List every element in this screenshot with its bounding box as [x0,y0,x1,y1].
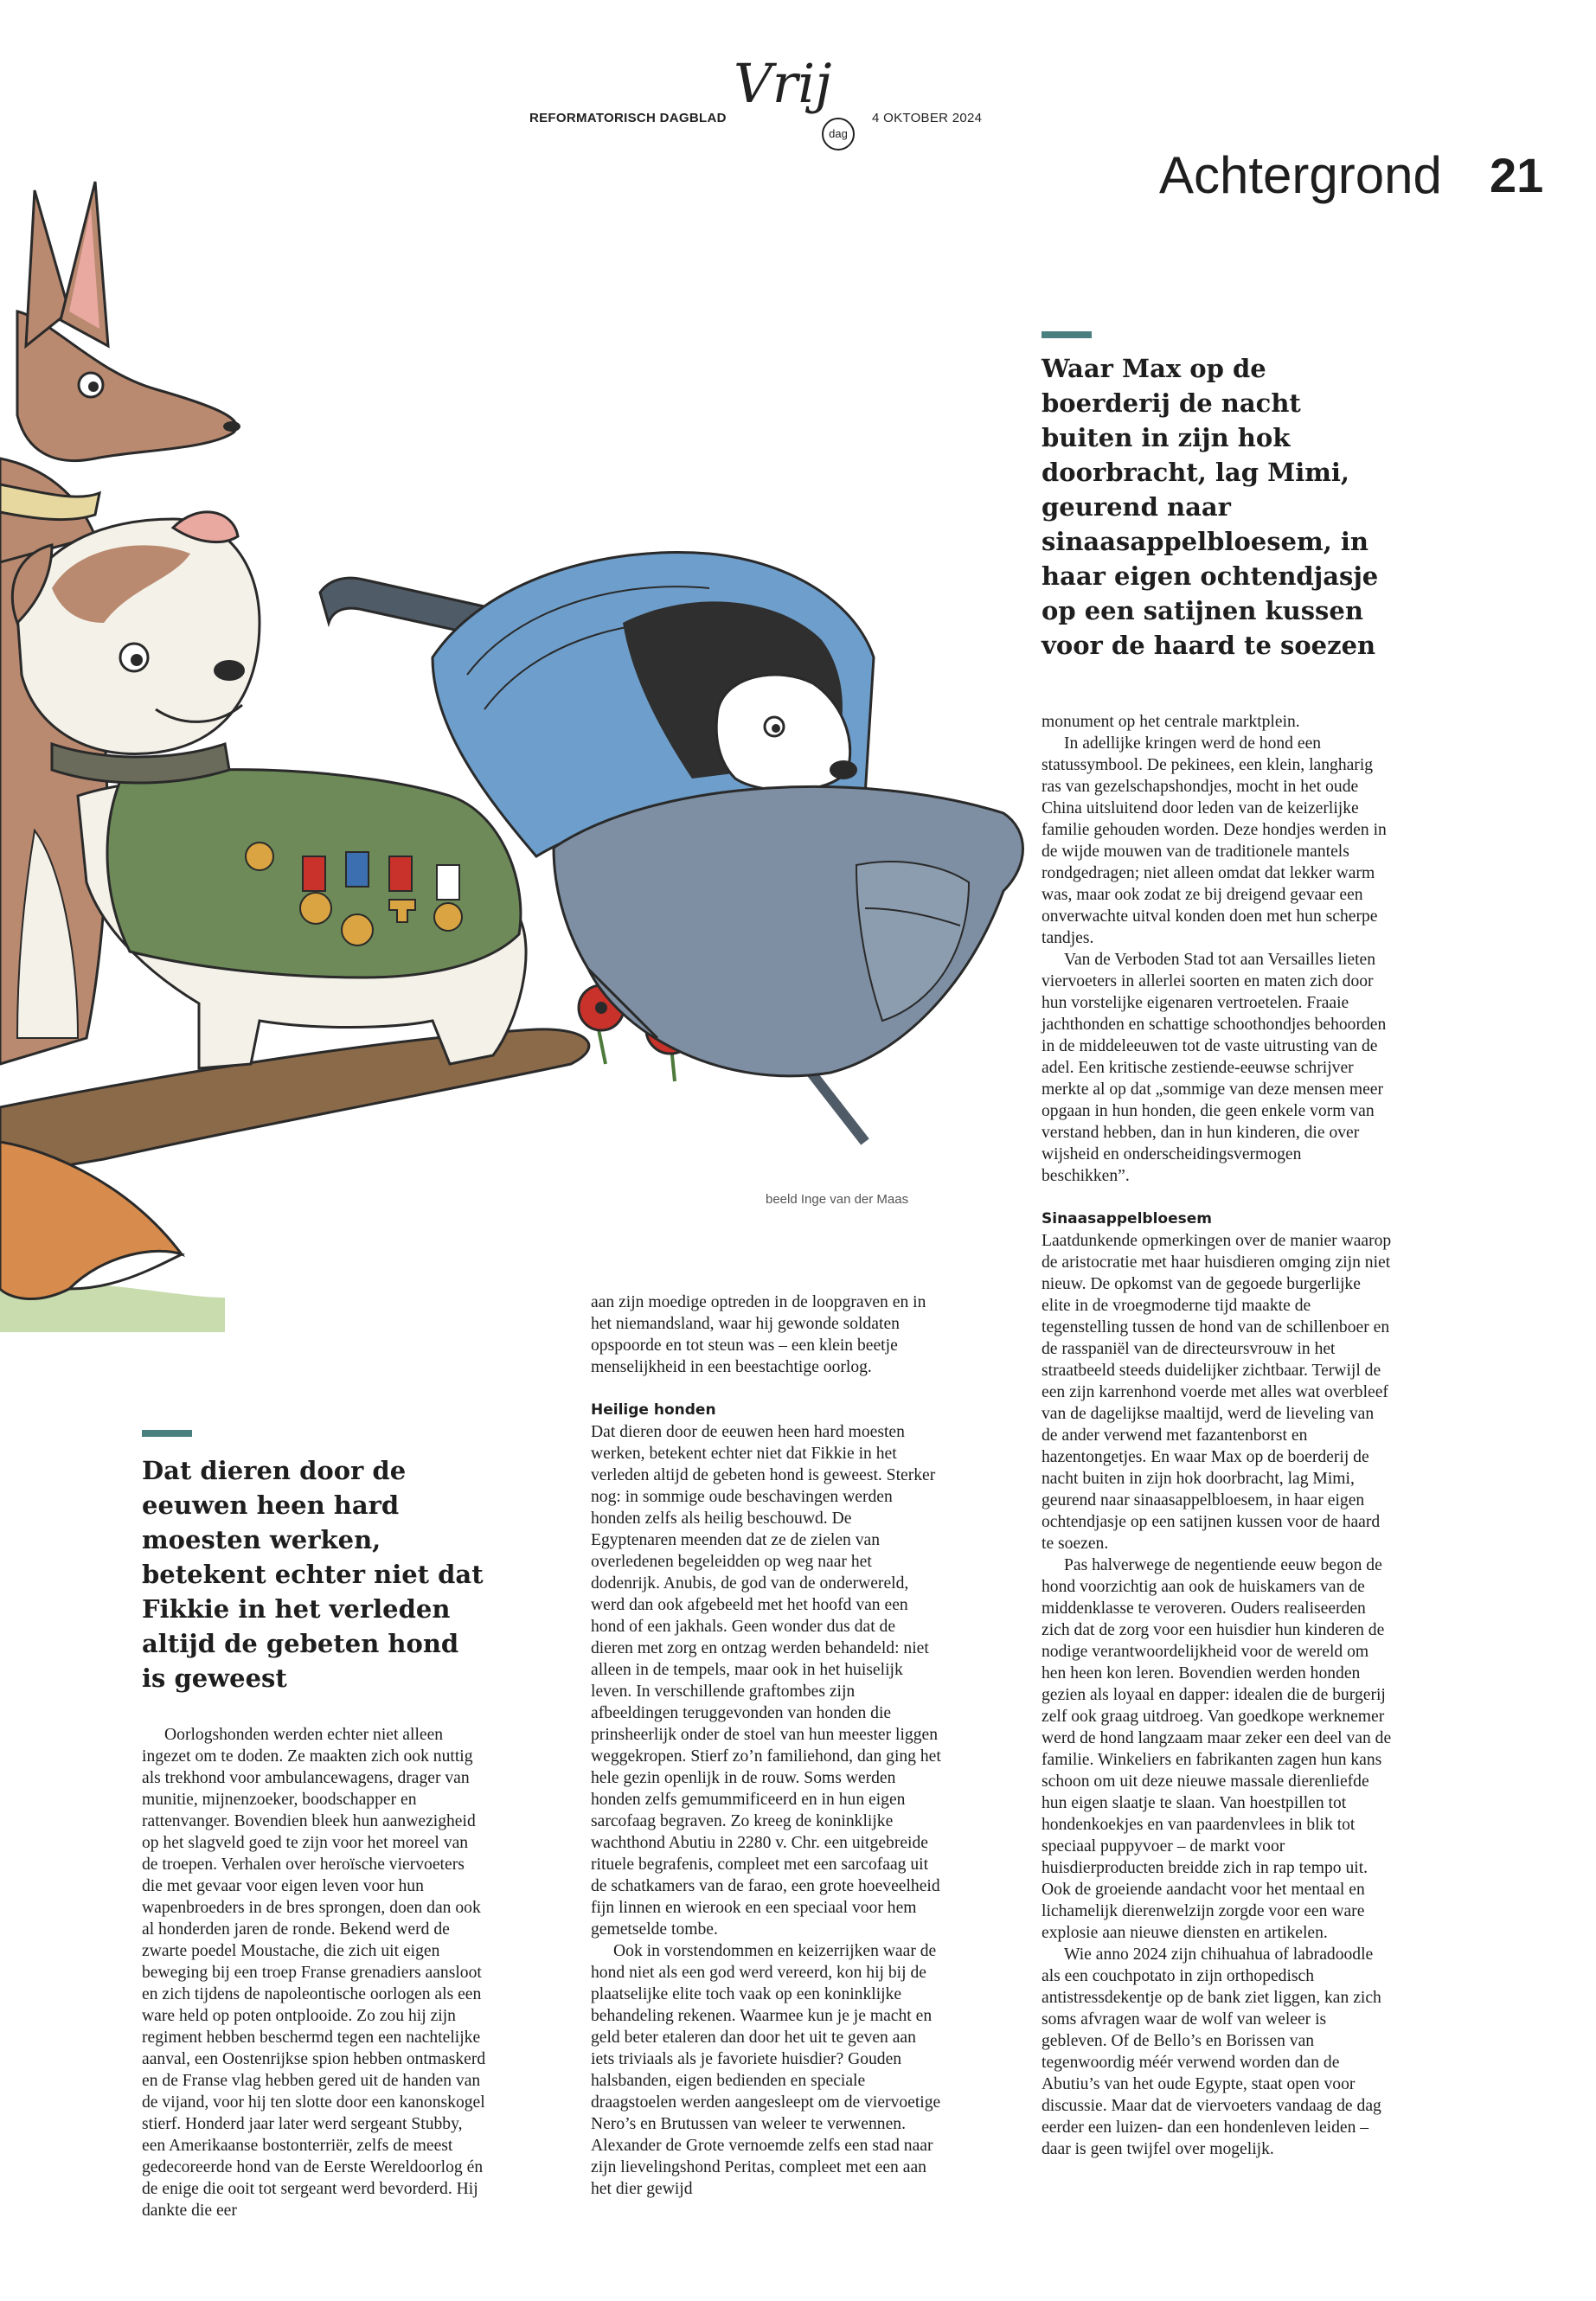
pullquote-accent-2 [142,1430,192,1437]
paragraph: In adellijke kringen werd de hond een statussymbool. De pekinees, een klein, langharig ras van gezelschapshondjes, mocht in het oude China uitsluitend door leden van de keizerlijke familie gehouden worden. Deze hondjes werden in de wijde mouwen van de traditionele mantels rondgedragen; niet alleen omdat dat lekker warm was, maar ook zodat ze bij dreigend gevaar een onverwachte uitval konden doen met hun scherpe tandjes. [1042,734,1387,947]
pullquote-top: Waar Max op de boerderij de nacht buiten in zijn hok doorbracht, lag Mimi, geurend naar sinaasappelbloesem, in haar eigen ochtendjasje op een satijnen kussen voor de haard te soezen [1042,354,1379,660]
paragraph: Laatdunkende opmerkingen over de manier waarop de aristocratie met haar huisdieren omging zijn niet nieuw. De opkomst van de gegoede burgerlijke elite in de vroegmoderne tijd maakte de tegenstelling tussen de hond van de schillenboer en de rasspaniël van de directeursvrouw in het straatbeeld steeds duidelijker zichtbaar. Terwijl de een zijn karrenhond voerde met alles wat overbleef van de dagelijkse maaltijd, werd de lieveling van de ander verwend met fazantenborst en hazentongetjes. En waar Max op de boerderij de nacht buiten in zijn hok doorbracht, lag Mimi, geurend naar sinaasappelbloesem, in haar eigen ochtendjasje op een satijnen kussen voor de haard te soezen. [1042,1232,1392,1553]
subheading-heilige-honden: Heilige honden [591,1401,716,1419]
supplement-badge: dag [822,118,855,151]
article-column-2 [591,1292,941,2200]
paragraph: Oorlogshonden werden echter niet alleen ingezet om te doden. Ze maakten zich ook nuttig als trekhond voor ambulancewagens, drager van munitie, mijnenzoeker, boodschapper en rattenvanger. Bovendien bleek hun aanwezigheid op het slagveld goed te zijn voor het moreel van de troepen. Verhalen over heroïsche viervoeters die met gevaar voor eigen leven voor hun wapenbroeders in de bres sprongen, doen dan ook al honderden jaren de ronde. Bekend werd de zwarte poedel Moustache, die zich uit eigen beweging bij een troep Franse grenadiers aansloot en zich tijdens de napoleontische oorlogen als een ware held op poten ontplooide. Zo zou hij zijn regiment hebben beschermd tegen een nachtelijke aanval, een Oostenrijkse spion hebben ontmaskerd en de Franse vlag hebben gered uit de handen van de vijand, voor hij ten slotte door een kanonskogel stierf. Honderd jaar later werd sergeant Stubby, een Amerikaanse bostonterriër, zelfs de meest gedecoreerde hond van de Eerste Wereldoorlog én de enige die ooit tot sergeant werd bevorderd. Hij dankte die eer [142,1726,486,2220]
pullquote-bottom: Dat dieren door de eeuwen heen hard moesten werken, betekent echter niet dat Fikkie in het verleden altijd de gebeten hond is geweest [142,1456,484,1693]
subheading-sinaasappelbloesem: Sinaasappelbloesem [1042,1210,1212,1227]
paragraph: monument op het centrale marktplein. [1042,713,1300,731]
paragraph: Pas halverwege de negentiende eeuw begon de hond voorzichtig aan ook de huiskamers van de middenklasse te veroveren. Ouders realiseerden zich dat de zorg voor een huisdier hun kinderen de nodige verantwoordelijkheid voor de wereld om hen heen kon leren. Bovendien werden honden gezien als loyaal en dapper: idealen die de burgerij zelf ook graag uitdroeg. Van goedkope werknemer werd de hond langzaam maar zeker een deel van de familie. Winkeliers en fabrikanten zagen hun kans schoon om uit deze nieuwe massale dierenliefde hun eigen slaatje te slaan. Van hoestpillen tot hondenkoekjes en van paardenvlees in blik tot speciaal puppyvoer – de markt voor huisdierproducten breidde zich in rap tempo uit. Ook de groeiende aandacht voor het mentaal en lichamelijk dierenwelzijn zorgde voor een ware explosie aan nieuwe diensten en artikelen. [1042,1556,1392,1942]
illustration-credit: beeld Inge van der Maas [766,1192,909,1207]
dogs-illustration [0,173,1090,1332]
issue-date: 4 OKTOBER 2024 [872,111,983,125]
page-number: 21 [1490,148,1544,202]
section-title: Achtergrond [1159,146,1442,204]
paragraph: aan zijn moedige optreden in de loopgraven en in het niemandsland, waar hij gewonde soldaten opspoorde en tot steun was – een klein beetje menselijkheid in een beestachtige oorlog. [591,1293,926,1376]
article-column-1 [142,1724,488,2221]
paragraph: Wie anno 2024 zijn chihuahua of labradoodle als een couchpotato in zijn orthopedisch antistressdekentje op de bank ziet liggen, kan zich soms afvragen waar de wolf van weleer is gebleven. Of de Bello’s en Borissen van tegenwoordig méér verwend worden dan de Abutiu’s van het oude Egypte, staat open voor discussie. Maar dat de viervoeters vandaag de dag eerder een luizen- dan een hondenleven leiden – daar is geen twijfel over mogelijk. [1042,1945,1381,2158]
jackal-head [17,311,236,461]
paragraph: Ook in vorstendommen en keizerrijken waar de hond niet als een god werd vereerd, kon hij bij de plaatselijke elite toch vaak op een koninklijke behandeling rekenen. Waarmee kun je je macht en geld beter etaleren dan door het uit te geven aan iets triviaals als je favoriete huisdier? Gouden halsbanden, eigen bedienden en speciale draagstoelen werden aangesleept om de viervoetige Nero’s en Brutussen van weleer te verwennen. Alexander de Grote vernoemde zelfs een stad naar zijn lievelingshond Peritas, compleet met een aan het dier gewijd [591,1942,941,2198]
pullquote-accent-1 [1042,331,1092,338]
article-column-3 [1042,711,1392,2160]
ground [0,1029,589,1176]
newspaper-name: REFORMATORISCH DAGBLAD [529,111,727,125]
bulldog-nose [214,660,245,681]
paragraph: Dat dieren door de eeuwen heen hard moesten werken, betekent echter niet dat Fikkie in het verleden altijd de gebeten hond is geweest. Sterker nog: in sommige oude beschavingen werden honden zelfs als heilig beschouwd. De Egyptenaren meenden dat ze de zielen van overledenen begeleidden op weg naar het dodenrijk. Anubis, de god van de onderwereld, werd dan ook afgebeeld met het hoofd van een hond of een jakhals. Geen wonder dus dat de dieren met zorg en ontzag werden behandeld: niet alleen in de tempels, maar ook in het huiselijk leven. In verschillende graftombes zijn afbeeldingen teruggevonden van honden die prinsheerlijk onder de stoel van hun meester liggen weggekropen. Stierf zo’n familiehond, dan ging het hele gezin openlijk in de rouw. Soms werden honden zelfs gemummificeerd en in hun eigen sarcofaag begraven. Zo kreeg de koninklijke wachthond Abutiu in 2280 v. Chr. een uitgebreide rituele begrafenis, compleet met een sarcofaag uit de schatkamers van de farao, een grote hoeveelheid fijn linnen en wierook en een speciaal voor hem gemetselde tombe. [591,1423,941,1939]
supplement-logo: Vrij [734,52,832,115]
paragraph: Van de Verboden Stad tot aan Versailles lieten viervoeters in allerlei soorten en maten zich door hun vorstelijke eigenaren vertroetelen. Fraaie jachthonden en schattige schoothondjes behoorden in de middeleeuwen tot de vaste uitrusting van de adel. Een kritische zestiende-eeuwse schrijver merkte al op dat „sommige van deze mensen meer opgaan in hun honden, die geen enkele vorm van verstand hebben, dan in hun kinderen, die over wijsheid en onderscheidingsvermogen beschikken”. [1042,951,1387,1185]
